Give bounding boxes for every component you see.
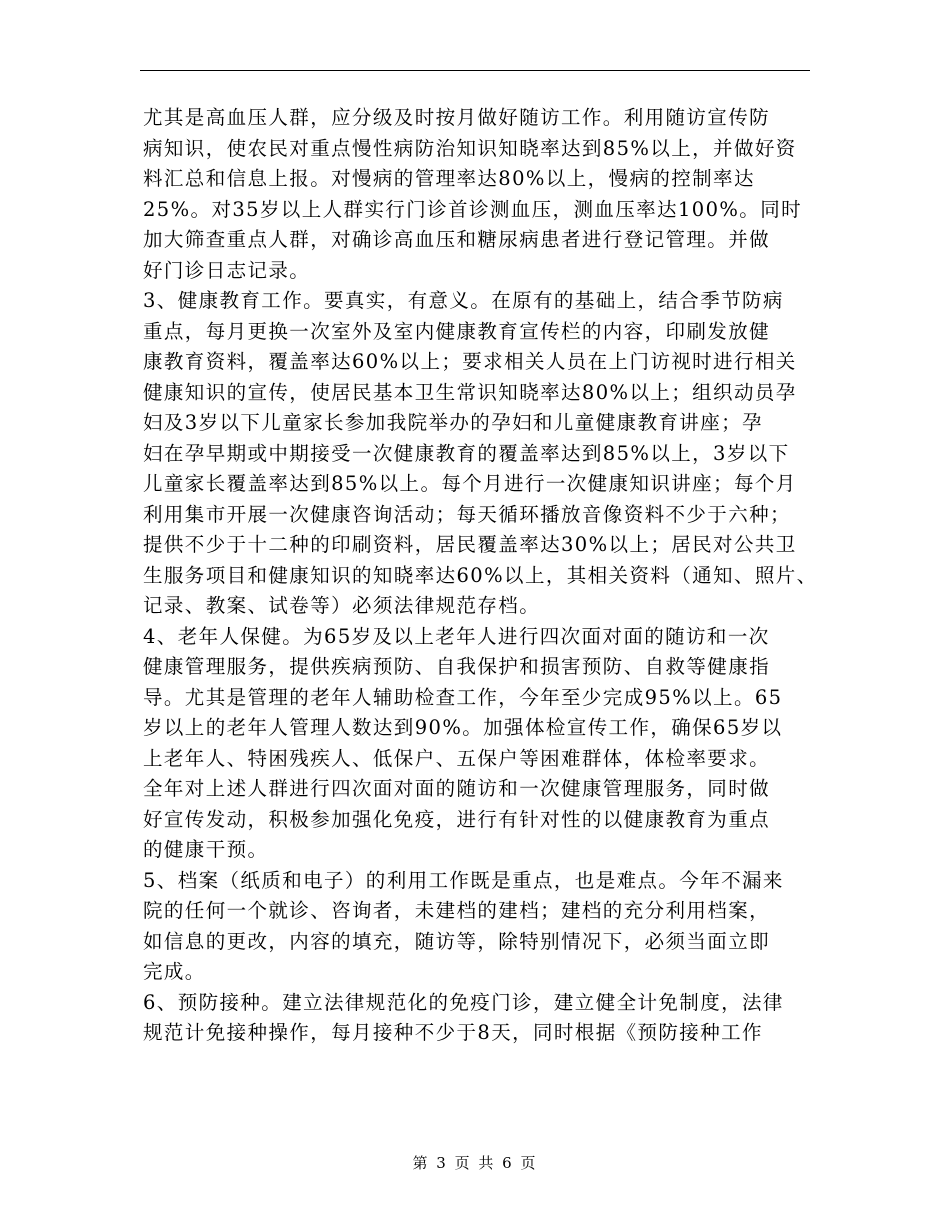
text-line: 岁以上的老年人管理人数达到90%。加强体检宣传工作，确保65岁以 bbox=[143, 716, 783, 739]
header-rule bbox=[140, 70, 810, 71]
text-line: 生服务项目和健康知识的知晓率达60%以上，其相关资料（通知、照片、 bbox=[143, 563, 818, 587]
page-footer: 第 3 页 共 6 页 bbox=[412, 1154, 538, 1172]
text-line: 料汇总和信息上报。对慢病的管理率达80%以上，慢病的控制率达 bbox=[143, 167, 755, 190]
text-line: 4、老年人保健。为65岁及以上老年人进行四次面对面的随访和一次 bbox=[143, 624, 770, 648]
text-line: 完成。 bbox=[143, 960, 206, 983]
text-line: 好宣传发动，积极参加强化免疫，进行有针对性的以健康教育为重点 bbox=[143, 807, 771, 831]
text-line: 规范计免接种操作，每月接种不少于8天，同时根据《预防接种工作 bbox=[143, 1021, 763, 1044]
text-line: 全年对上述人群进行四次面对面的随访和一次健康管理服务，同时做 bbox=[143, 777, 771, 800]
text-line: 25%。对35岁以上人群实行门诊首诊测血压，测血压率达100%。同时 bbox=[143, 197, 803, 221]
text-line: 好门诊日志记录。 bbox=[143, 258, 311, 282]
text-line: 5、档案（纸质和电子）的利用工作既是重点，也是难点。今年不漏来 bbox=[143, 868, 784, 892]
text-line: 妇在孕早期或中期接受一次健康教育的覆盖率达到85%以上，3岁以下 bbox=[143, 441, 790, 465]
text-line: 加大筛查重点人群，对确诊高血压和糖尿病患者进行登记管理。并做 bbox=[143, 228, 771, 251]
text-line: 3、健康教育工作。要真实，有意义。在原有的基础上，结合季节防病 bbox=[143, 289, 784, 312]
text-line: 儿童家长覆盖率达到85%以上。每个月进行一次健康知识讲座；每个月 bbox=[143, 472, 797, 495]
text-line: 6、预防接种。建立法律规范化的免疫门诊，建立健全计免制度，法律 bbox=[143, 990, 784, 1014]
text-line: 如信息的更改，内容的填充，随访等，除特别情况下，必须当面立即 bbox=[143, 929, 771, 953]
text-line: 利用集市开展一次健康咨询活动；每天循环播放音像资料不少于六种； bbox=[143, 502, 791, 526]
text-line: 上老年人、特困残疾人、低保户、五保户等困难群体，体检率要求。 bbox=[143, 746, 771, 770]
text-line: 的健康干预。 bbox=[143, 838, 269, 861]
text-line: 导。尤其是管理的老年人辅助检查工作，今年至少完成95%以上。65 bbox=[143, 685, 783, 709]
text-line: 健康知识的宣传，使居民基本卫生常识知晓率达80%以上；组织动员孕 bbox=[143, 380, 797, 404]
text-line: 提供不少于十二种的印刷资料，居民覆盖率达30%以上；居民对公共卫 bbox=[143, 533, 797, 556]
text-line: 妇及3岁以下儿童家长参加我院举办的孕妇和儿童健康教育讲座；孕 bbox=[143, 411, 763, 434]
text-line: 尤其是高血压人群，应分级及时按月做好随访工作。利用随访宣传防 bbox=[143, 106, 771, 129]
text-line: 健康管理服务，提供疾病预防、自我保护和损害预防、自救等健康指 bbox=[143, 655, 771, 678]
text-line: 病知识，使农民对重点慢性病防治知识知晓率达到85%以上，并做好资 bbox=[143, 136, 797, 160]
text-line: 院的任何一个就诊、咨询者，未建档的建档；建档的充分利用档案， bbox=[143, 899, 771, 922]
text-line: 康教育资料，覆盖率达60%以上；要求相关人员在上门访视时进行相关 bbox=[143, 350, 797, 373]
body-text bbox=[143, 103, 833, 1049]
text-line: 重点，每月更换一次室外及室内健康教育宣传栏的内容，印刷发放健 bbox=[143, 319, 771, 343]
text-line: 记录、教案、试卷等）必须法律规范存档。 bbox=[143, 594, 541, 617]
